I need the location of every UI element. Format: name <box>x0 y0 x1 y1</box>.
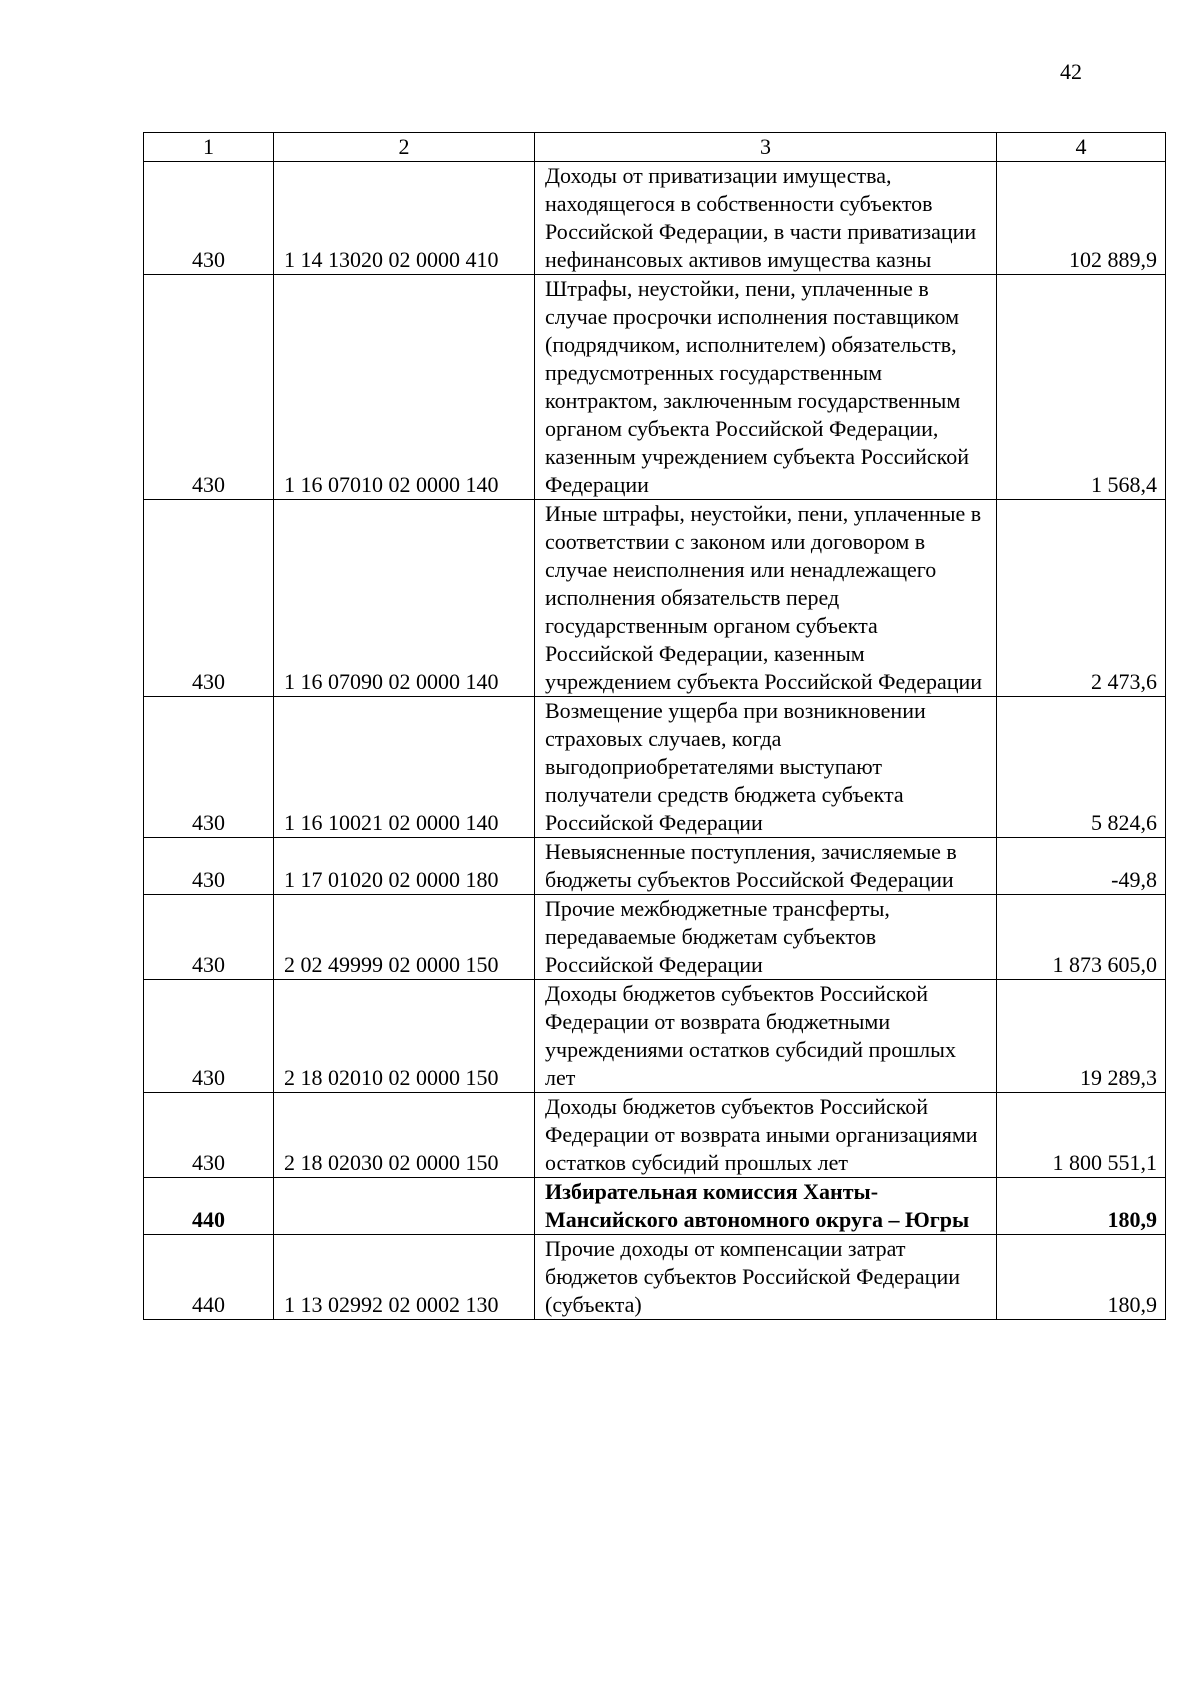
description-cell: Избирательная комиссия Ханты-Мансийского автономного округа – Югры <box>535 1178 997 1235</box>
amount-cell: 2 473,6 <box>997 500 1166 697</box>
description-cell: Доходы бюджетов субъектов Российской Федерации от возврата бюджетными учреждениями остатков субсидий прошлых лет <box>535 980 997 1093</box>
admin-code-cell: 430 <box>144 500 274 697</box>
description-cell: Штрафы, неустойки, пени, уплаченные в случае просрочки исполнения поставщиком (подрядчиком, исполнителем) обязательств, предусмотренных государственным контрактом, заключенным государственным органом субъекта Российской Федерации, казенным учреждением субъекта Российской Федерации <box>535 275 997 500</box>
admin-code-cell: 430 <box>144 275 274 500</box>
admin-code-cell: 430 <box>144 838 274 895</box>
table-row-section-total <box>144 1178 1166 1235</box>
table-header-row <box>144 133 1166 162</box>
table-body <box>144 162 1166 1320</box>
budget-code-cell <box>274 1178 535 1235</box>
amount-cell: 180,9 <box>997 1178 1166 1235</box>
table-row <box>144 838 1166 895</box>
admin-code-cell: 430 <box>144 697 274 838</box>
budget-code-cell: 1 14 13020 02 0000 410 <box>274 162 535 275</box>
table-row <box>144 697 1166 838</box>
revenue-table <box>143 132 1166 1320</box>
amount-cell: 102 889,9 <box>997 162 1166 275</box>
budget-code-cell: 2 18 02010 02 0000 150 <box>274 980 535 1093</box>
header-col-4: 4 <box>997 133 1166 162</box>
amount-cell: -49,8 <box>997 838 1166 895</box>
table-row <box>144 895 1166 980</box>
description-cell: Невыясненные поступления, зачисляемые в бюджеты субъектов Российской Федерации <box>535 838 997 895</box>
admin-code-cell: 430 <box>144 162 274 275</box>
header-col-2: 2 <box>274 133 535 162</box>
table-row <box>144 980 1166 1093</box>
table-row <box>144 1235 1166 1320</box>
budget-code-cell: 1 16 10021 02 0000 140 <box>274 697 535 838</box>
description-cell: Доходы от приватизации имущества, находящегося в собственности субъектов Российской Федерации, в части приватизации нефинансовых активов имущества казны <box>535 162 997 275</box>
description-cell: Возмещение ущерба при возникновении страховых случаев, когда выгодоприобретателями выступают получатели средств бюджета субъекта Российской Федерации <box>535 697 997 838</box>
description-cell: Прочие межбюджетные трансферты, передаваемые бюджетам субъектов Российской Федерации <box>535 895 997 980</box>
admin-code-cell: 430 <box>144 980 274 1093</box>
amount-cell: 1 873 605,0 <box>997 895 1166 980</box>
description-cell: Прочие доходы от компенсации затрат бюджетов субъектов Российской Федерации (субъекта) <box>535 1235 997 1320</box>
admin-code-cell: 430 <box>144 1093 274 1178</box>
amount-cell: 19 289,3 <box>997 980 1166 1093</box>
table-row <box>144 500 1166 697</box>
header-col-1: 1 <box>144 133 274 162</box>
budget-code-cell: 1 16 07090 02 0000 140 <box>274 500 535 697</box>
budget-code-cell: 1 13 02992 02 0002 130 <box>274 1235 535 1320</box>
budget-code-cell: 2 02 49999 02 0000 150 <box>274 895 535 980</box>
amount-cell: 180,9 <box>997 1235 1166 1320</box>
admin-code-cell: 440 <box>144 1235 274 1320</box>
header-col-3: 3 <box>535 133 997 162</box>
amount-cell: 1 800 551,1 <box>997 1093 1166 1178</box>
description-cell: Иные штрафы, неустойки, пени, уплаченные в соответствии с законом или договором в случае неисполнения или ненадлежащего исполнения обязательств перед государственным органом субъекта Российской Федерации, казенным учреждением субъекта Российской Федерации <box>535 500 997 697</box>
amount-cell: 1 568,4 <box>997 275 1166 500</box>
admin-code-cell: 430 <box>144 895 274 980</box>
budget-code-cell: 2 18 02030 02 0000 150 <box>274 1093 535 1178</box>
table-row <box>144 1093 1166 1178</box>
amount-cell: 5 824,6 <box>997 697 1166 838</box>
table-row <box>144 275 1166 500</box>
description-cell: Доходы бюджетов субъектов Российской Федерации от возврата иными организациями остатков субсидий прошлых лет <box>535 1093 997 1178</box>
table-row <box>144 162 1166 275</box>
admin-code-cell: 440 <box>144 1178 274 1235</box>
page-number: 42 <box>1060 59 1082 84</box>
budget-code-cell: 1 16 07010 02 0000 140 <box>274 275 535 500</box>
budget-code-cell: 1 17 01020 02 0000 180 <box>274 838 535 895</box>
